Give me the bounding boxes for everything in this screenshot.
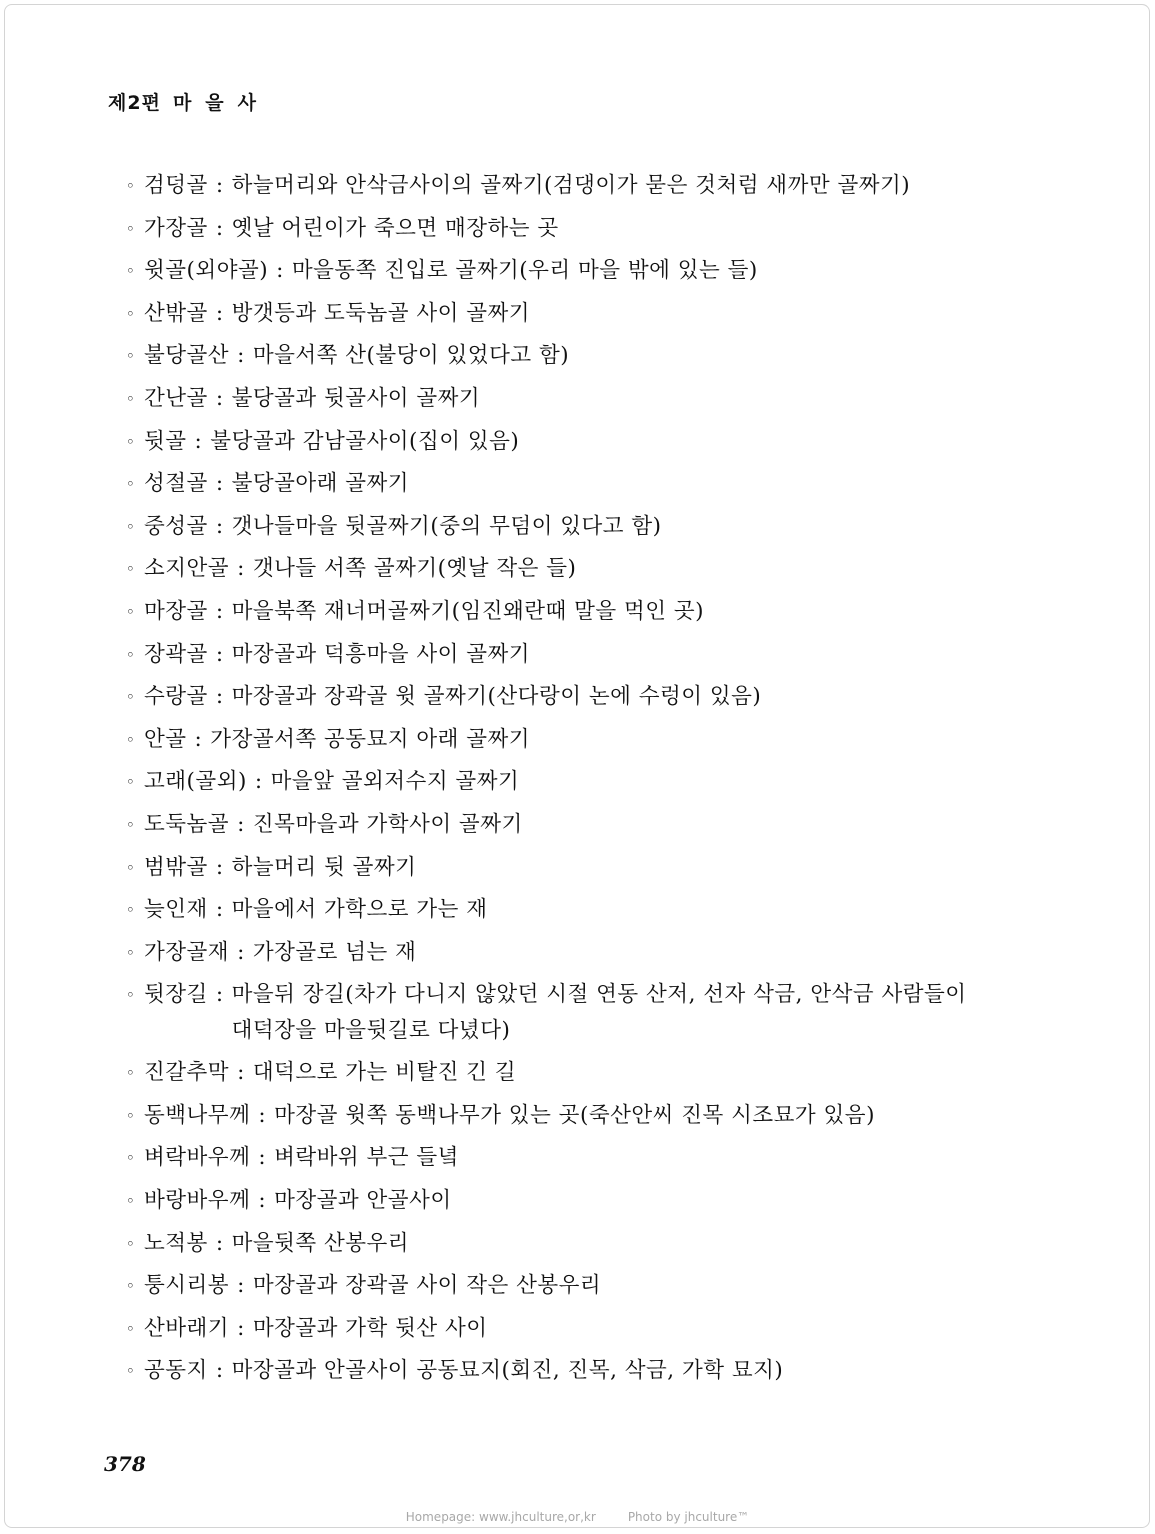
- entry-term: 가장골: [144, 215, 208, 241]
- entry-term: 불당골산: [144, 343, 230, 369]
- list-item: [126, 1311, 1046, 1354]
- entry-separator: :: [215, 982, 224, 1008]
- entry-description: 마장골과 가학 뒷산 사이: [252, 1315, 488, 1341]
- list-item: [126, 679, 1046, 722]
- list-item: [126, 935, 1046, 978]
- list-item: [126, 296, 1046, 339]
- entry-term: 범밖골: [144, 854, 208, 880]
- entry-description: 하늘머리 뒷 골짜기: [231, 854, 417, 880]
- bullet-icon: ◦: [126, 688, 136, 707]
- bullet-icon: ◦: [126, 432, 136, 451]
- entry-separator: :: [215, 1358, 224, 1384]
- list-item: [126, 722, 1046, 765]
- bullet-icon: ◦: [126, 773, 136, 792]
- bullet-icon: ◦: [126, 304, 136, 323]
- list-item: [126, 1055, 1046, 1098]
- entry-separator: :: [215, 598, 224, 624]
- entry-term: 마장골: [144, 598, 208, 624]
- entry-description: 가장골로 넘는 재: [252, 939, 417, 965]
- entry-separator: :: [237, 1060, 245, 1086]
- entry-description: 불당골과 뒷골사이 골짜기: [231, 385, 481, 411]
- bullet-icon: ◦: [126, 1064, 136, 1083]
- bullet-icon: ◦: [126, 943, 136, 962]
- entry-term: 바랑바우께: [144, 1188, 251, 1214]
- entry-description: 마장골과 안골사이: [274, 1188, 452, 1214]
- list-item: [126, 1226, 1046, 1269]
- entry-separator: :: [237, 939, 245, 965]
- page-number: 378: [104, 1452, 146, 1476]
- entry-term: 진갈추막: [144, 1060, 230, 1086]
- entry-description: 불당골과 감남골사이(집이 있음): [210, 428, 520, 454]
- entry-separator: :: [215, 1230, 224, 1256]
- entry-description: 마장골과 장곽골 사이 작은 산봉우리: [252, 1273, 602, 1299]
- list-item: [126, 211, 1046, 254]
- entry-description: 하늘머리와 안삭금사이의 골짜기(검댕이가 묻은 것처럼 새까만 골짜기): [231, 173, 911, 198]
- section-title: 마을사: [172, 92, 270, 114]
- entry-term: 성절골: [144, 471, 208, 497]
- entry-term: 중성골: [144, 513, 208, 539]
- entry-description: 마을동쪽 진입로 골짜기(우리 마을 밖에 있는 들): [291, 258, 758, 284]
- bullet-icon: ◦: [126, 560, 136, 579]
- entry-separator: :: [237, 811, 245, 837]
- bullet-icon: ◦: [126, 1192, 136, 1211]
- list-item: [126, 1140, 1046, 1183]
- place-name-list: [126, 168, 1046, 1396]
- bullet-icon: ◦: [126, 858, 136, 877]
- entry-separator: :: [215, 300, 224, 326]
- entry-separator: :: [237, 556, 245, 582]
- entry-description: 마을뒷쪽 산봉우리: [231, 1230, 410, 1256]
- list-item: [126, 424, 1046, 467]
- list-item: [126, 509, 1046, 552]
- bullet-icon: ◦: [126, 262, 136, 281]
- entry-description: 마을서쪽 산(불당이 있었다고 함): [252, 343, 570, 369]
- entry-description: 대덕으로 가는 비탈진 긴 길: [252, 1060, 517, 1086]
- list-item: [126, 807, 1046, 850]
- entry-term: 산바래기: [144, 1315, 230, 1341]
- bullet-icon: ◦: [126, 1277, 136, 1296]
- bullet-icon: ◦: [126, 602, 136, 621]
- bullet-icon: ◦: [126, 1149, 136, 1168]
- bullet-icon: ◦: [126, 815, 136, 834]
- entry-term: 안골: [144, 726, 187, 752]
- entry-term: 벼락바우께: [144, 1145, 251, 1171]
- entry-term: 검덩골: [144, 173, 208, 198]
- bullet-icon: ◦: [126, 1106, 136, 1125]
- list-item: [126, 1098, 1046, 1141]
- bullet-icon: ◦: [126, 389, 136, 408]
- footer-homepage: Homepage: www.jhculture,or,kr: [405, 1510, 596, 1524]
- entry-separator: :: [237, 1273, 245, 1299]
- list-item: [126, 551, 1046, 594]
- entry-separator: :: [215, 215, 224, 241]
- entry-description: 벼락바위 부근 들녘: [274, 1145, 459, 1171]
- entry-term: 가장골재: [144, 939, 230, 965]
- entry-term: 동백나무께: [144, 1102, 251, 1128]
- bullet-icon: ◦: [126, 1319, 136, 1338]
- entry-description: 마장골과 덕흥마을 사이 골짜기: [231, 641, 531, 667]
- bullet-icon: ◦: [126, 347, 136, 366]
- entry-separator: :: [258, 1145, 267, 1171]
- entry-term: 늦인재: [144, 897, 208, 923]
- entry-term: 뒷장길: [144, 982, 208, 1008]
- entry-term: 고래(골외): [144, 769, 247, 795]
- entry-separator: :: [215, 513, 224, 539]
- entry-term: 퉁시리봉: [144, 1273, 230, 1299]
- entry-description: 마장골 윗쪽 동백나무가 있는 곳(죽산안씨 진목 시조묘가 있음): [274, 1102, 875, 1128]
- entry-separator: :: [215, 385, 224, 411]
- entry-description: 갯나들마을 뒷골짜기(중의 무덤이 있다고 함): [231, 513, 662, 539]
- list-item: [126, 466, 1046, 509]
- bullet-icon: ◦: [126, 1234, 136, 1253]
- bullet-icon: ◦: [126, 177, 136, 195]
- book-part-label: 제2편: [108, 92, 161, 114]
- list-item: [126, 1353, 1046, 1396]
- list-item: [126, 977, 1046, 1055]
- bullet-icon: ◦: [126, 901, 136, 920]
- bullet-icon: ◦: [126, 986, 136, 1005]
- entry-separator: :: [194, 726, 203, 752]
- footer-credits: [0, 1510, 1155, 1524]
- entry-separator: :: [215, 684, 224, 710]
- bullet-icon: ◦: [126, 517, 136, 536]
- entry-term: 장곽골: [144, 641, 208, 667]
- entry-term: 수랑골: [144, 684, 208, 710]
- list-item: [126, 253, 1046, 296]
- entry-separator: :: [276, 258, 284, 284]
- entry-term: 노적봉: [144, 1230, 208, 1256]
- list-item: [126, 594, 1046, 637]
- list-item: [126, 381, 1046, 424]
- entry-description: 마을북쪽 재너머골짜기(임진왜란때 말을 먹인 곳): [231, 598, 705, 624]
- entry-description: 마을에서 가학으로 가는 재: [231, 897, 488, 923]
- list-item: [126, 1183, 1046, 1226]
- entry-separator: :: [258, 1102, 267, 1128]
- list-item: [126, 850, 1046, 893]
- entry-term: 산밖골: [144, 300, 208, 326]
- entry-term: 도둑놈골: [144, 811, 230, 837]
- entry-separator: :: [194, 428, 203, 454]
- entry-separator: :: [254, 769, 263, 795]
- entry-separator: :: [258, 1188, 267, 1214]
- entry-separator: :: [215, 897, 224, 923]
- bullet-icon: ◦: [126, 219, 136, 238]
- entry-separator: :: [215, 641, 224, 667]
- bullet-icon: ◦: [126, 645, 136, 664]
- footer-photo-credit: Photo by jhculture™: [627, 1510, 750, 1524]
- entry-term: 공동지: [144, 1358, 208, 1384]
- entry-term: 간난골: [144, 385, 208, 411]
- entry-description: 가장골서쪽 공동묘지 아래 골짜기: [210, 726, 531, 752]
- entry-description: 마장골과 장곽골 윗 골짜기(산다랑이 논에 수렁이 있음): [231, 684, 762, 710]
- entry-separator: :: [237, 1315, 245, 1341]
- entry-description: 진목마을과 가학사이 골짜기: [252, 811, 523, 837]
- entry-separator: :: [215, 471, 224, 497]
- entry-description: 마을뒤 장길(차가 다니지 않았던 시절 연동 산저, 선자 삭금, 안삭금 사람들이 대덕장을 마을뒷길로 다녔다): [231, 982, 967, 1044]
- entry-separator: :: [215, 854, 224, 880]
- entry-description: 방갯등과 도둑놈골 사이 골짜기: [231, 300, 531, 326]
- list-item: [126, 168, 1046, 211]
- entry-description: 불당골아래 골짜기: [231, 471, 410, 497]
- list-item: [126, 1268, 1046, 1311]
- entry-separator: :: [215, 173, 224, 198]
- entry-description: 마장골과 안골사이 공동묘지(회진, 진목, 삭금, 가학 묘지): [231, 1358, 784, 1384]
- list-item: [126, 338, 1046, 381]
- list-item: [126, 764, 1046, 807]
- entry-description: 갯나들 서쪽 골짜기(옛날 작은 들): [252, 556, 577, 582]
- entry-description: 옛날 어린이가 죽으면 매장하는 곳: [231, 215, 559, 241]
- running-header: [108, 88, 270, 115]
- entry-separator: :: [237, 343, 245, 369]
- entry-description: 마을앞 골외저수지 골짜기: [270, 769, 520, 795]
- bullet-icon: ◦: [126, 1362, 136, 1381]
- entry-term: 뒷골: [144, 428, 187, 454]
- bullet-icon: ◦: [126, 475, 136, 494]
- list-item: [126, 892, 1046, 935]
- bullet-icon: ◦: [126, 730, 136, 749]
- entry-term: 소지안골: [144, 556, 230, 582]
- entry-term: 윗골(외야골): [144, 258, 269, 284]
- list-item: [126, 637, 1046, 680]
